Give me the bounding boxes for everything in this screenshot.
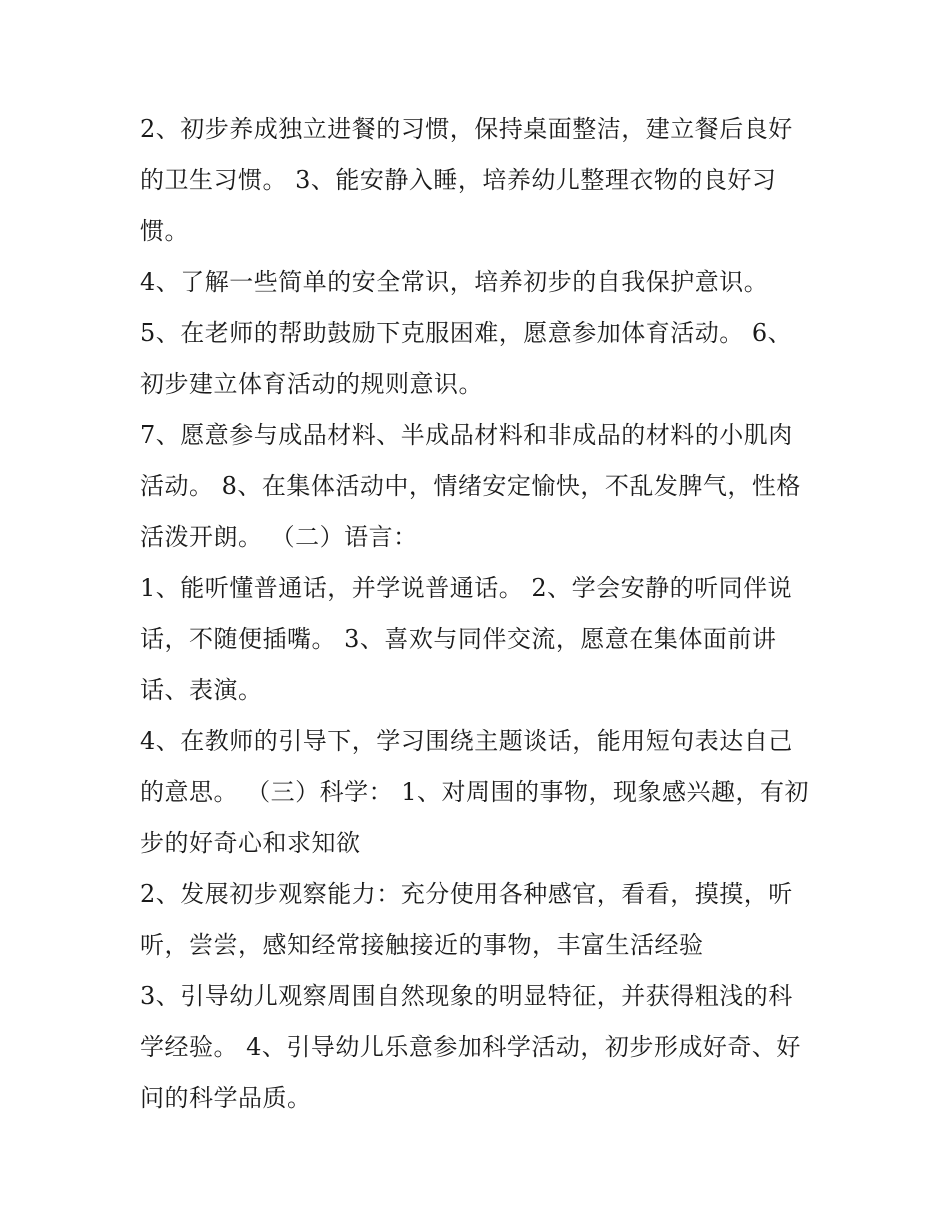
- text-line: 2、初步养成独立进餐的习惯，保持桌面整洁，建立餐后良好: [140, 115, 793, 143]
- text-line: 的卫生习惯。 3、能安静入睡，培养幼儿整理衣物的良好习: [140, 166, 777, 194]
- paragraph-language: [140, 563, 820, 716]
- text-line: 的意思。 （三）科学： 1、对周围的事物，现象感兴趣，有初: [140, 778, 810, 806]
- document-body: [140, 104, 820, 1124]
- text-line: 学经验。 4、引导幼儿乐意参加科学活动，初步形成好奇、好: [140, 1033, 801, 1061]
- paragraph-observation: [140, 869, 820, 971]
- text-line: 3、引导幼儿观察周围自然现象的明显特征，并获得粗浅的科: [140, 982, 793, 1010]
- paragraph-materials: [140, 410, 820, 563]
- paragraph-sports: [140, 308, 820, 410]
- text-line: 活泼开朗。 （二）语言：: [140, 523, 418, 551]
- paragraph-safety: [140, 257, 820, 308]
- text-line: 步的好奇心和求知欲: [140, 829, 361, 857]
- text-line: 1、能听懂普通话，并学说普通话。 2、学会安静的听同伴说: [140, 574, 793, 602]
- paragraph-science: [140, 971, 820, 1124]
- text-line: 问的科学品质。: [140, 1084, 312, 1112]
- paragraph-expression: [140, 716, 820, 869]
- text-line: 2、发展初步观察能力：充分使用各种感官，看看，摸摸，听: [140, 880, 793, 908]
- text-line: 5、在老师的帮助鼓励下克服困难，愿意参加体育活动。 6、: [140, 319, 793, 347]
- text-line: 7、愿意参与成品材料、半成品材料和非成品的材料的小肌肉: [140, 421, 793, 449]
- paragraph-habits: [140, 104, 820, 257]
- text-line: 4、了解一些简单的安全常识，培养初步的自我保护意识。: [140, 268, 769, 296]
- text-line: 初步建立体育活动的规则意识。: [140, 370, 483, 398]
- text-line: 活动。 8、在集体活动中，情绪安定愉快，不乱发脾气，性格: [140, 472, 801, 500]
- text-line: 话、表演。: [140, 676, 263, 704]
- text-line: 惯。: [140, 217, 189, 245]
- text-line: 话，不随便插嘴。 3、喜欢与同伴交流，愿意在集体面前讲: [140, 625, 777, 653]
- text-line: 听，尝尝，感知经常接触接近的事物，丰富生活经验: [140, 931, 704, 959]
- text-line: 4、在教师的引导下，学习围绕主题谈话，能用短句表达自己: [140, 727, 793, 755]
